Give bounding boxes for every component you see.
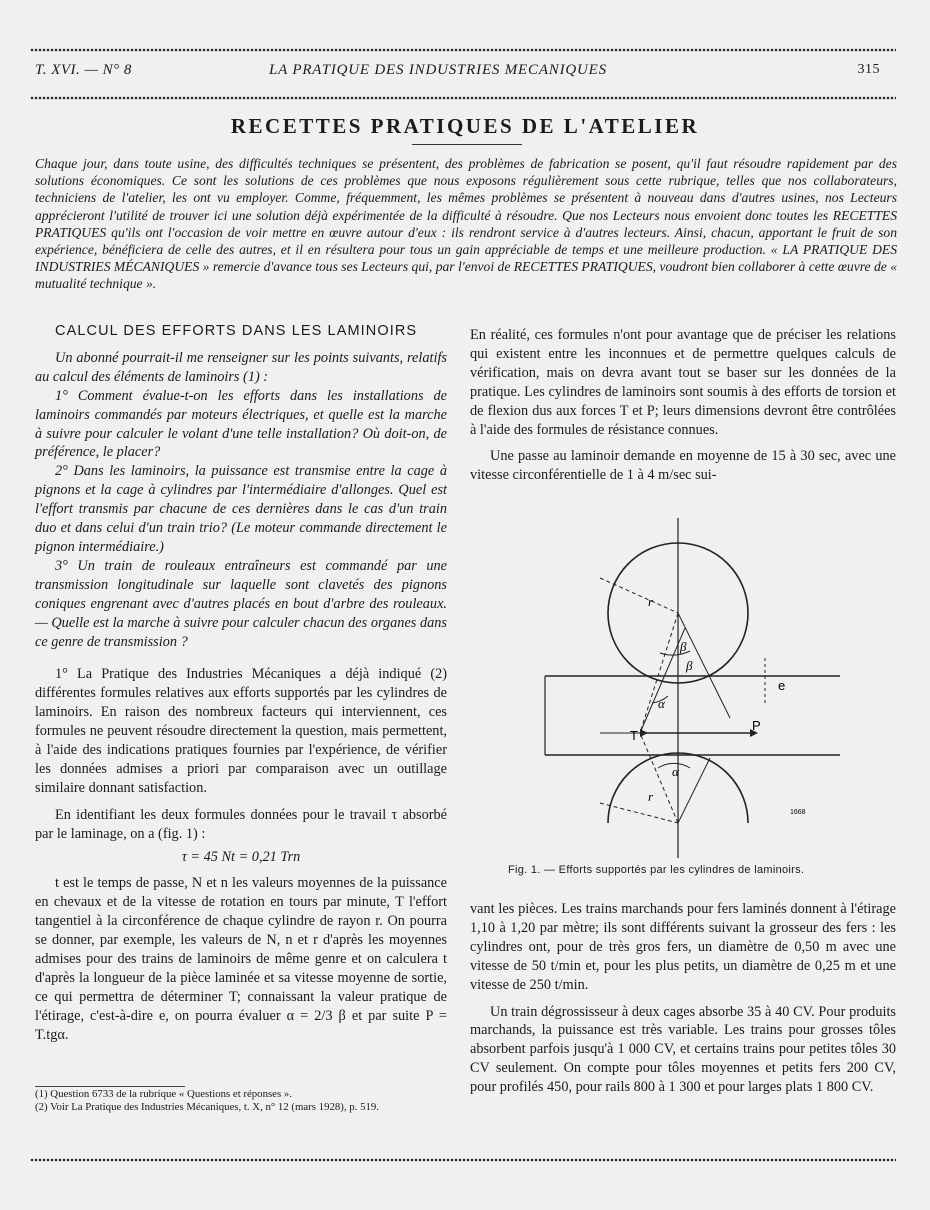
footnotes (35, 1088, 460, 1114)
question-1: 1° Comment évalue-t-on les efforts dans les installations de laminoirs commandés par moteurs électriques, et quelle est la marche à suivre pour calculer le volant d'une telle installation? Où doit-on, de préférence, le placer? (35, 387, 447, 461)
right-paragraph-1: En réalité, ces formules n'ont pour avantage que de préciser les relations qui existent entre les inconnues et de permettre quelques calculs de vérification, mais on devra avant tout se baser sur les données de la pratique. Les cylindres de laminoirs sont soumis à des efforts de torsion et de flexion dus aux forces T et P; leurs dimensions devront être contrôlées à l'aide des formules de résistance connues. (470, 327, 896, 438)
label-alpha-bottom: α (672, 764, 679, 779)
radius-bottom-2 (600, 803, 678, 823)
article-heading: CALCUL DES EFFORTS DANS LES LAMINOIRS (55, 323, 418, 339)
label-beta-top: β (680, 639, 687, 654)
footnote-rule (35, 1086, 185, 1087)
question-2: 2° Dans les laminoirs, la puissance est transmise entre la cage à pignons et la cage à cylindres par l'intermédiaire d'allonges. Quel est l'effort transmis par chacune de ces dernières dans le cas d'un train duo et dans celui d'un train trio? (Le moteur commande directement le pignon intermédiaire.) (35, 463, 447, 555)
right-paragraph-3: vant les pièces. Les trains marchands pour fers laminés donnent à l'étirage 1,10 à 1,20 par mètre; ils sont différents suivant la grosseur des fers : les cylindres ont, pour de très gros fers, un diamètre de 0,50 m avec une vitesse de 50 t/min et, pour les plus petits, un diamètre de 0,25 m et une vitesse de 250 t/min. (470, 901, 896, 993)
label-e: e (778, 678, 786, 693)
footnote-2: (2) Voir La Pratique des Industries Mécaniques, t. X, n° 12 (mars 1928), p. 519. (35, 1101, 379, 1113)
question-3: 3° Un train de rouleaux entraîneurs est commandé par une transmission longitudinale sur laquelle sont clavetés des pignons coniques engrenant avec d'autres placés en bout d'arbre des rouleaux. — Quelle est la marche à suivre pour calculer chacun des organes dans ce genre de transmission ? (35, 557, 447, 650)
label-alpha: α (658, 696, 665, 711)
label-beta-2: β (686, 658, 693, 673)
question-intro: Un abonné pourrait-il me renseigner sur les points suivants, relatifs au calcul des éléments de laminoirs (1) : (35, 349, 447, 385)
footnote-1: (1) Question 6733 de la rubrique « Questions et réponses ». (35, 1088, 292, 1100)
volume-issue: T. XVI. — N° 8 (35, 62, 132, 78)
running-header (35, 62, 880, 82)
answer-paragraph-3: t est le temps de passe, N et n les valeurs moyennes de la puissance en chevaux et de la vitesse de rotation en tours par minute, T l'effort tangentiel à la circonférence de chaque cylindre de rayon r. On pourra se donner, par exemple, les valeurs de N, n et r d'après les moyennes admises pour des trains de laminoirs de même genre et on calculera t d'après la longueur de la pièce laminée et sa vitesse moyenne de sortie, ce qui permettra de déterminer T; connaissant la valeur pratique de l'étirage, c'est-à-dire e, on pourra évaluer α = 2/3 β et par suite P = T.tgα. (35, 875, 447, 1043)
figure-stamp: 1668 (790, 809, 806, 816)
label-P: P (752, 718, 761, 733)
figure-rolling-mill-diagram (540, 518, 840, 858)
answer-paragraph-1: 1° La Pratique des Industries Mécaniques a déjà indiqué (2) différentes formules relatives aux efforts supportés par les cylindres de laminoirs. En raison des nombreux facteurs qui interviennent, ces formules ne peuvent résoudre directement la question, mais permettent, à l'aide des indications pratiques fournies par l'expérience, de vérifier les données admises a priori par comparaison avec un outillage similaire donnant satisfaction. (35, 666, 447, 796)
label-r-bottom: r (648, 789, 654, 804)
radius-top (600, 578, 678, 613)
right-paragraph-4: Un train dégrossisseur à deux cages absorbe 35 à 40 CV. Pour produits marchands, la puissance est très variable. Les trains pour grosses tôles absorbent parfois jusqu'à 1 000 CV, et certains trains pour petites tôles 30 CV seulement. On compte pour tôles moyennes et petits fers 200 CV, pour profilés 450, pour rails 800 à 1 300 et pour larges plats 1 800 CV. (470, 1003, 896, 1096)
label-r-top: r (648, 594, 654, 609)
figure-caption: Fig. 1. — Efforts supportés par les cylindres de laminoirs. (508, 864, 805, 876)
left-column (35, 322, 447, 1053)
label-T: T (630, 728, 638, 743)
page-number: 315 (857, 62, 880, 77)
arrow-T-head (640, 729, 648, 737)
journal-title: LA PRATIQUE DES INDUSTRIES MECANIQUES (269, 62, 607, 78)
contact-line-top (640, 613, 678, 733)
right-column-bottom (470, 900, 896, 1105)
section-title: RECETTES PRATIQUES DE L'ATELIER (230, 114, 700, 138)
answer-paragraph-2: En identifiant les deux formules données pour le travail τ absorbé par le laminage, on a (fig. 1) : (35, 806, 447, 842)
right-paragraph-2: Une passe au laminoir demande en moyenne de 15 à 30 sec, avec une vitesse circonférentielle de 1 à 4 m/sec sui- (470, 448, 896, 484)
top-dotted-rule (30, 48, 896, 52)
force-line-bottom (678, 758, 710, 823)
intro-paragraph: Chaque jour, dans toute usine, des difficultés techniques se présentent, des problèmes de fabrication se posent, qu'il faut résoudre rapidement par des solutions économiques. Ce sont les solutions de ces problèmes que nous exposons régulièrement sous cette rubrique, telles que nos collaborateurs, techniciens de l'atelier, les ont vu employer. Comme, fréquemment, les mêmes problèmes se présentent à nouveau dans d'autres usines, nos Lecteurs apprécieront l'utilité de trouver ici une solution déjà expérimentée de la difficulté à résoudre. Que nos Lecteurs nous envoient donc toutes les RECETTES PRATIQUES qu'ils ont l'occasion de voir mettre en œuvre autour d'eux : ils rendront service à d'autres lecteurs. Ainsi, chacun, apportant le fruit de son expérience, bénéficiera de celle des autres, et il en résultera pour tous un gain appréciable de temps et une meilleure production. « LA PRATIQUE DES INDUSTRIES MÉCANIQUES » remercie d'avance tous ses Lecteurs qui, par l'envoi de RECETTES PRATIQUES, voudront bien collaborer à cette œuvre de « mutualité technique ». (35, 156, 897, 292)
bottom-dotted-rule (30, 1158, 896, 1162)
right-column-top (470, 326, 896, 493)
title-underline (412, 144, 522, 145)
header-dotted-rule (30, 96, 896, 100)
formula-work: τ = 45 Nt = 0,21 Trn (181, 848, 301, 865)
